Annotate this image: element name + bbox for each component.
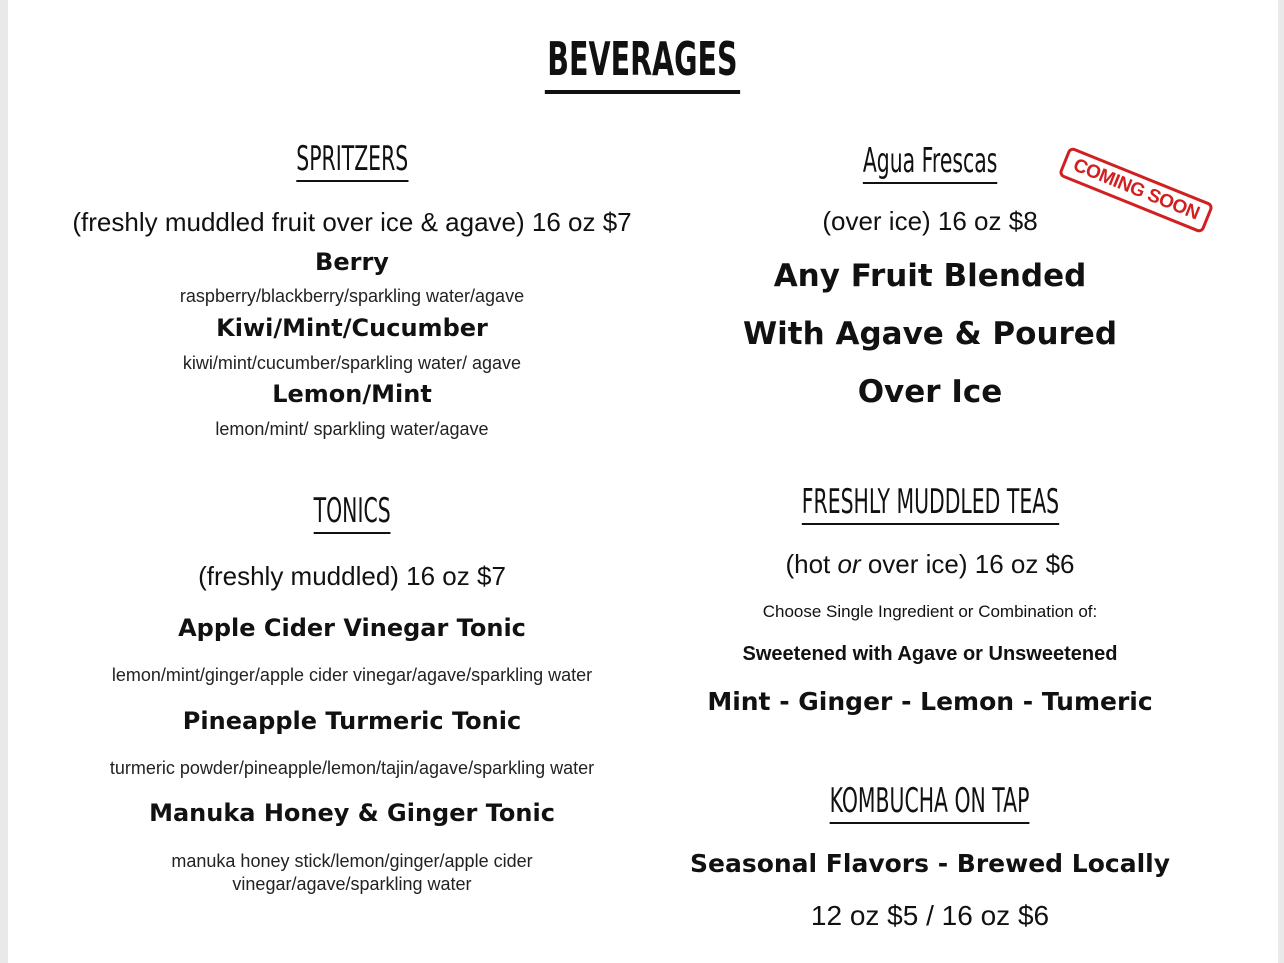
- teas-flavors: Mint - Ginger - Lemon - Tumeric: [707, 687, 1153, 716]
- agua-line: With Agave & Poured: [742, 316, 1118, 352]
- tonics-price: (freshly muddled) 16 oz $7: [198, 561, 506, 591]
- teas-price: (hot or over ice) 16 oz $6: [785, 549, 1075, 579]
- item-desc: raspberry/blackberry/sparkling water/agave: [179, 286, 525, 306]
- item-desc: lemon/mint/ sparkling water/agave: [215, 419, 489, 439]
- item-desc: lemon/mint/ginger/apple cider vinegar/agave/sparkling water: [111, 665, 593, 685]
- item-name: Kiwi/Mint/Cucumber: [216, 314, 488, 342]
- tonics-heading: TONICS: [313, 490, 390, 534]
- item-desc: manuka honey stick/lemon/ginger/apple cider: [171, 851, 533, 871]
- item-desc: turmeric powder/pineapple/lemon/tajin/agave/sparkling water: [109, 758, 595, 778]
- item-desc: kiwi/mint/cucumber/sparkling water/ agave: [182, 353, 522, 373]
- teas-heading: FRESHLY MUDDLED TEAS: [801, 481, 1058, 525]
- agua-line: Any Fruit Blended: [773, 258, 1087, 294]
- teas-sweet: Sweetened with Agave or Unsweetened: [742, 643, 1118, 665]
- agua-heading: Agua Frescas: [863, 140, 998, 184]
- item-desc: vinegar/agave/sparkling water: [232, 874, 472, 894]
- spritzers-section: [22, 0, 682, 963]
- teas-note: Choose Single Ingredient or Combination of:: [762, 602, 1098, 621]
- agua-line: Over Ice: [857, 374, 1003, 410]
- coming-soon-stamp: COMING SOON: [1058, 146, 1214, 234]
- agua-price: (over ice) 16 oz $8: [822, 206, 1038, 236]
- page-title: BEVERAGES: [0, 28, 1284, 94]
- item-name: Lemon/Mint: [272, 380, 432, 408]
- item-name: Apple Cider Vinegar Tonic: [178, 614, 526, 642]
- spritzers-price: (freshly muddled fruit over ice & agave) 16 oz $7: [72, 207, 632, 237]
- item-name: Berry: [315, 248, 389, 276]
- item-name: Pineapple Turmeric Tonic: [182, 707, 522, 735]
- agua-frescas-section: [640, 0, 1220, 963]
- spritzers-heading: SPRITZERS: [296, 138, 408, 182]
- item-name: Manuka Honey & Ginger Tonic: [149, 799, 555, 827]
- kombucha-line: Seasonal Flavors - Brewed Locally: [689, 849, 1171, 878]
- kombucha-heading: KOMBUCHA ON TAP: [830, 780, 1030, 824]
- kombucha-price: 12 oz $5 / 16 oz $6: [810, 900, 1050, 931]
